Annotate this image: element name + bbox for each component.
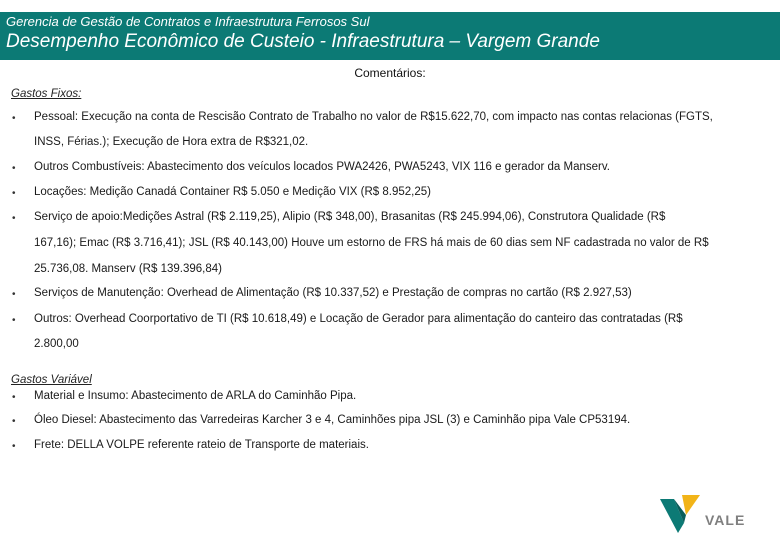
logo-yellow-shape [682, 495, 700, 515]
variable-item-material: Material e Insumo: Abastecimento de ARLA do Caminhão Pipa. [34, 390, 357, 402]
comments-heading: Comentários: [354, 66, 426, 80]
header-subtitle: Gerencia de Gestão de Contratos e Infraestrutura Ferrosos Sul [6, 14, 370, 29]
bullet-icon: • [12, 315, 16, 326]
fixed-item-manutencao: Serviços de Manutenção: Overhead de Alimentação (R$ 10.337,52) e Prestação de compras no cartão (R$ 2.927,53) [34, 287, 632, 299]
variable-costs-label: Gastos Variável [11, 374, 92, 386]
fixed-costs-label: Gastos Fixos: [11, 88, 82, 100]
bullet-icon: • [12, 392, 16, 403]
fixed-item-pessoal-line2: INSS, Férias.); Execução de Hora extra de R$321,02. [34, 136, 309, 148]
variable-item-diesel: Óleo Diesel: Abastecimento das Varredeiras Karcher 3 e 4, Caminhões pipa JSL (3) e Caminhão pipa Vale CP53194. [34, 414, 631, 426]
fixed-item-combustiveis: Outros Combustíveis: Abastecimento dos veículos locados PWA2426, PWA5243, VIX 116 e gerador da Manserv. [34, 161, 610, 173]
bullet-icon: • [12, 213, 16, 224]
variable-item-frete: Frete: DELLA VOLPE referente rateio de Transporte de materiais. [34, 439, 369, 451]
fixed-item-locacoes: Locações: Medição Canadá Container R$ 5.050 e Medição VIX (R$ 8.952,25) [34, 186, 431, 198]
bullet-icon: • [12, 416, 16, 427]
bullet-icon: • [12, 163, 16, 174]
fixed-item-apoio-line1: Serviço de apoio:Medições Astral (R$ 2.119,25), Alipio (R$ 348,00), Brasanitas (R$ 245.994,06), Construtora Qualidade (R$ [34, 211, 666, 223]
page-title: Desempenho Econômico de Custeio - Infraestrutura – Vargem Grande [6, 31, 600, 52]
fixed-item-pessoal-line1: Pessoal: Execução na conta de Rescisão Contrato de Trabalho no valor de R$15.622,70, com impacto nas contas relacionas (FGTS, [34, 111, 713, 123]
fixed-item-apoio-line3: 25.736,08. Manserv (R$ 139.396,84) [34, 263, 222, 275]
fixed-item-outros-line2: 2.800,00 [34, 338, 79, 350]
logo-text: VALE [705, 512, 746, 528]
bullet-icon: • [12, 441, 16, 452]
bullet-icon: • [12, 289, 16, 300]
fixed-item-apoio-line2: 167,16); Emac (R$ 3.716,41); JSL (R$ 40.143,00) Houve um estorno de FRS há mais de 60 dias sem NF cadastrada no valor de R$ [34, 237, 709, 249]
logo-teal-shape [660, 499, 684, 533]
bullet-icon: • [12, 188, 16, 199]
bullet-icon: • [12, 113, 16, 124]
fixed-item-outros-line1: Outros: Overhead Coorportativo de TI (R$ 10.618,49) e Locação de Gerador para alimentação do canteiro das contratadas (R$ [34, 313, 683, 325]
